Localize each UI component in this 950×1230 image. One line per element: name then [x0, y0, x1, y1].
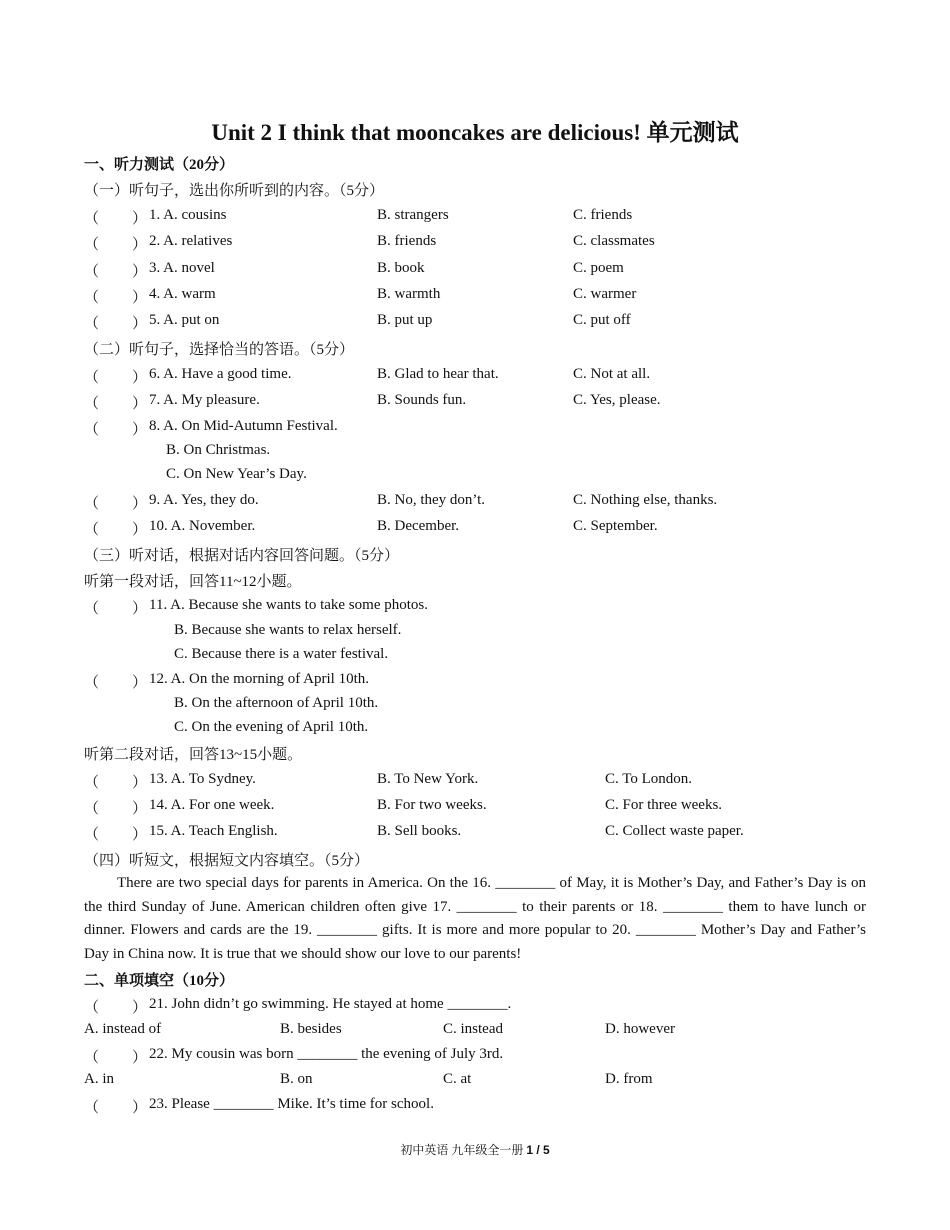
question-option-b: B. On Christmas.	[166, 442, 271, 458]
question-option-b: B. put up	[377, 312, 433, 328]
answer-bracket-close: ）	[132, 211, 148, 227]
question-option-a: 6. A. Have a good time.	[149, 366, 292, 382]
question-option-b: B. Because she wants to relax herself.	[174, 622, 402, 638]
footer-text: 初中英语 九年级全一册	[400, 1143, 524, 1157]
question-option-c: C. Yes, please.	[573, 392, 661, 408]
answer-bracket[interactable]: （	[84, 316, 100, 332]
question-option-b: B. Sell books.	[377, 823, 462, 839]
dialogue-instruction: 听第二段对话，回答13~15小题。	[84, 747, 303, 763]
answer-bracket-close: ）	[132, 601, 148, 617]
page-number: 1 / 5	[526, 1143, 550, 1157]
question-option-b: B. No, they don’t.	[377, 492, 486, 508]
section-heading-listening: 一、听力测试（20分）	[84, 157, 235, 173]
answer-bracket[interactable]: （	[84, 237, 100, 253]
question-option-b: B. Glad to hear that.	[377, 366, 499, 382]
question-option-b: B. For two weeks.	[377, 797, 487, 813]
question-option-a: 5. A. put on	[149, 312, 220, 328]
question-option-c: C. Because there is a water festival.	[174, 646, 389, 662]
question-option-c: C. For three weeks.	[605, 797, 723, 813]
question-option-a: 7. A. My pleasure.	[149, 392, 260, 408]
question-option-c: C. On New Year’s Day.	[166, 466, 307, 482]
question-option-b: B. besides	[280, 1021, 342, 1037]
question-option-a: 13. A. To Sydney.	[149, 771, 256, 787]
page-footer	[0, 1141, 950, 1158]
question-option-b: B. on	[280, 1071, 313, 1087]
question-option-a: 15. A. Teach English.	[149, 823, 278, 839]
question-option-c: C. warmer	[573, 286, 637, 302]
answer-bracket[interactable]: （	[84, 675, 100, 691]
answer-bracket-close: ）	[132, 827, 148, 843]
question-option-a: 1. A. cousins	[149, 207, 227, 223]
question-option-c: C. Nothing else, thanks.	[573, 492, 718, 508]
answer-bracket-close: ）	[132, 801, 148, 817]
question-option-c: C. friends	[573, 207, 633, 223]
question-option-a: 14. A. For one week.	[149, 797, 275, 813]
question-option-c: C. poem	[573, 260, 624, 276]
question-option-b: B. book	[377, 260, 425, 276]
answer-bracket-close: ）	[132, 496, 148, 512]
answer-bracket-close: ）	[132, 237, 148, 253]
answer-bracket[interactable]: （	[84, 801, 100, 817]
answer-bracket[interactable]: （	[84, 1050, 100, 1066]
answer-bracket[interactable]: （	[84, 496, 100, 512]
dialogue-instruction: 听第一段对话，回答11~12小题。	[84, 574, 302, 590]
question-option-b: B. strangers	[377, 207, 449, 223]
question-stem: 22. My cousin was born ________ the evening of July 3rd.	[149, 1046, 504, 1062]
answer-bracket[interactable]: （	[84, 1000, 100, 1016]
question-stem: 21. John didn’t go swimming. He stayed at home ________.	[149, 996, 512, 1012]
answer-bracket-close: ）	[132, 264, 148, 280]
question-option-c: C. Not at all.	[573, 366, 651, 382]
question-option-a: 9. A. Yes, they do.	[149, 492, 259, 508]
subsection-heading: （三）听对话，根据对话内容回答问题。（5分）	[84, 548, 400, 564]
answer-bracket[interactable]: （	[84, 370, 100, 386]
answer-bracket-close: ）	[132, 1050, 148, 1066]
question-option-c: C. at	[443, 1071, 472, 1087]
question-option-c: C. put off	[573, 312, 631, 328]
cloze-passage: There are two special days for parents in America. On the 16. ________ of May, it is Mother’s Day, and Father’s Day is on the third Sunday of June. American children often give 17. ________ to their parents or 18. ________ them to have lunch or dinner. Flowers and cards are the 19. ________ gifts. It is more and more popular to 20. ________ Mother’s Day and Father’s Day in China now. It is true that we should show our love to our parents!	[84, 875, 866, 962]
question-option-b: B. warmth	[377, 286, 441, 302]
answer-bracket-close: ）	[132, 1000, 148, 1016]
answer-bracket[interactable]: （	[84, 396, 100, 412]
answer-bracket[interactable]: （	[84, 522, 100, 538]
answer-bracket-close: ）	[132, 675, 148, 691]
question-option-d: D. however	[605, 1021, 675, 1037]
subsection-heading: （一）听句子，选出你所听到的内容。（5分）	[84, 183, 385, 199]
answer-bracket-close: ）	[132, 370, 148, 386]
answer-bracket[interactable]: （	[84, 211, 100, 227]
question-option-a: 2. A. relatives	[149, 233, 233, 249]
question-stem: 23. Please ________ Mike. It’s time for school.	[149, 1096, 434, 1112]
question-option-a: 4. A. warm	[149, 286, 216, 302]
question-option-c: C. On the evening of April 10th.	[174, 719, 369, 735]
answer-bracket-close: ）	[132, 290, 148, 306]
section-heading-single-choice: 二、单项填空（10分）	[84, 973, 235, 989]
answer-bracket[interactable]: （	[84, 775, 100, 791]
question-option-c: C. To London.	[605, 771, 693, 787]
question-option-b: B. December.	[377, 518, 460, 534]
question-option-c: C. classmates	[573, 233, 655, 249]
answer-bracket-close: ）	[132, 522, 148, 538]
question-option-b: B. On the afternoon of April 10th.	[174, 695, 379, 711]
answer-bracket-close: ）	[132, 775, 148, 791]
question-option-c: C. instead	[443, 1021, 503, 1037]
answer-bracket[interactable]: （	[84, 422, 100, 438]
question-option-b: B. To New York.	[377, 771, 479, 787]
subsection-heading: （四）听短文，根据短文内容填空。（5分）	[84, 853, 370, 869]
question-option-b: B. friends	[377, 233, 437, 249]
question-option-a: 10. A. November.	[149, 518, 256, 534]
answer-bracket-close: ）	[132, 316, 148, 332]
question-option-a: 11. A. Because she wants to take some photos.	[149, 597, 428, 613]
question-option-a: 8. A. On Mid-Autumn Festival.	[149, 418, 338, 434]
question-option-c: C. Collect waste paper.	[605, 823, 744, 839]
question-option-a: 3. A. novel	[149, 260, 215, 276]
page-title: Unit 2 I think that mooncakes are delicious! 单元测试	[211, 120, 739, 145]
answer-bracket[interactable]: （	[84, 1100, 100, 1116]
question-option-d: D. from	[605, 1071, 653, 1087]
answer-bracket[interactable]: （	[84, 601, 100, 617]
question-option-a: A. in	[84, 1071, 114, 1087]
question-option-b: B. Sounds fun.	[377, 392, 467, 408]
answer-bracket-close: ）	[132, 422, 148, 438]
answer-bracket[interactable]: （	[84, 290, 100, 306]
answer-bracket[interactable]: （	[84, 264, 100, 280]
answer-bracket-close: ）	[132, 1100, 148, 1116]
question-option-a: A. instead of	[84, 1021, 162, 1037]
question-option-c: C. September.	[573, 518, 658, 534]
question-option-a: 12. A. On the morning of April 10th.	[149, 671, 369, 687]
answer-bracket-close: ）	[132, 396, 148, 412]
subsection-heading: （二）听句子，选择恰当的答语。（5分）	[84, 342, 355, 358]
answer-bracket[interactable]: （	[84, 827, 100, 843]
